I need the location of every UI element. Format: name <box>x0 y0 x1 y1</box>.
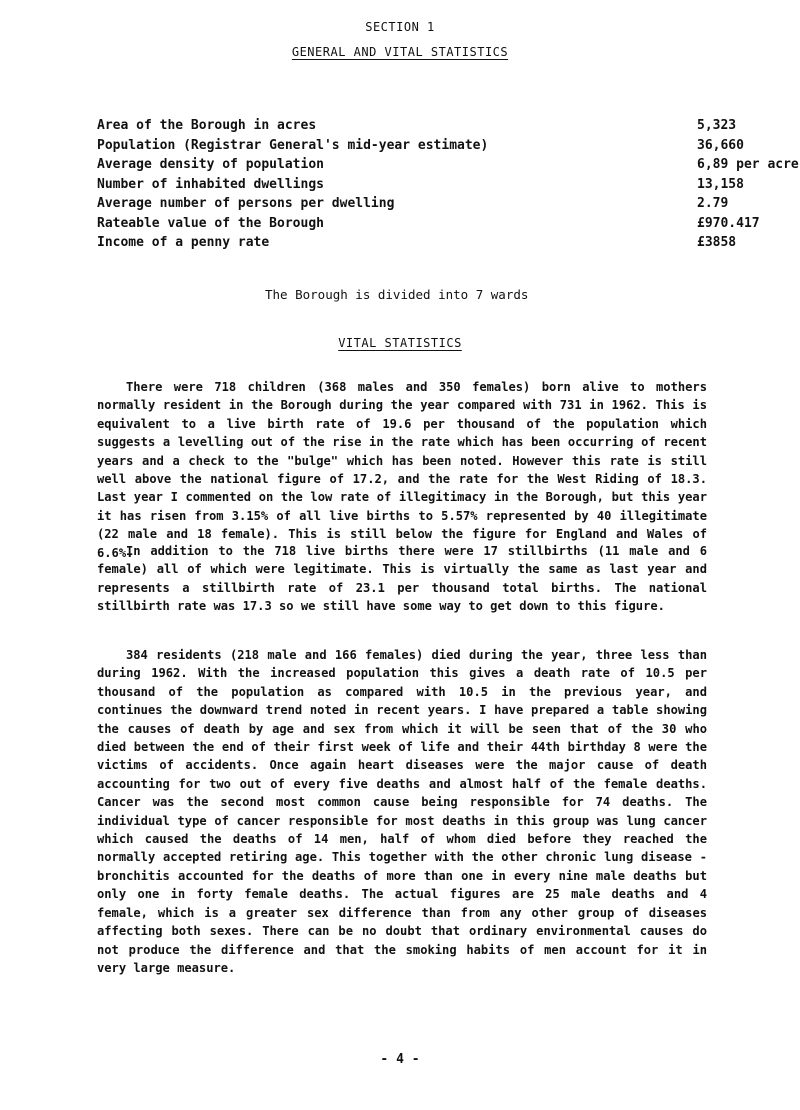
section-heading: SECTION 1 <box>365 20 435 34</box>
page-number: - 4 - <box>380 1052 420 1067</box>
deaths-paragraph: 384 residents (218 male and 166 females) died during the year, three less than during 1962. With the increased population this gives a death rate of 10.5 per thousand of the population as compared with 10.5 in the previous year, and continues the downward trend noted in recent years. I have prepared a table showing the causes of death by age and sex from which it will be seen that of the 30 who died between the end of their first week of life and their 44th birthday 8 were the victims of accidents. Once again heart diseases were the major cause of death accounting for two out of every five deaths and almost half of the female deaths. Cancer was the second most common cause being responsible for 74 deaths. The individual type of cancer responsible for most deaths in this group was lung cancer which caused the deaths of 14 men, half of whom died before they reached the normally accepted retiring age. This together with the other chronic lung disease - bronchitis accounted for the deaths of more than one in every nine male deaths but only one in forty female deaths. The actual figures are 25 male deaths and 4 female, which is a greater sex difference than from any other group of diseases affecting both sexes. There can be no doubt that ordinary environmental causes do not produce the difference and that the smoking habits of men account for it in very large measure. <box>97 648 707 975</box>
general-statistics-table <box>97 118 799 255</box>
births-paragraph: There were 718 children (368 males and 350 females) born alive to mothers normally resident in the Borough during the year compared with 731 in 1962. This is equivalent to a live birth rate of 19.6 per thousand of the population which suggests a levelling out of the rise in the rate which has been occurring of recent years and a check to the "bulge" which has been noted. However this rate is still well above the national figure of 17.2, and the rate for the West Riding of 18.3. Last year I commented on the low rate of illegitimacy in the Borough, but this year it has risen from 3.15% of all live births to 5.57% represented by 40 illegitimate (22 male and 18 female). This is still below the figure for England and Wales of 6.6%. <box>97 380 707 560</box>
stat-value: £970.417 <box>697 215 760 231</box>
stat-row-rateable-value <box>97 215 760 236</box>
stat-label: Area of the Borough in acres <box>97 118 317 133</box>
stat-label: Population (Registrar General's mid-year estimate) <box>97 137 489 153</box>
stat-row-density <box>97 157 799 177</box>
stat-value: 2.79 <box>697 196 729 211</box>
stat-label: Rateable value of the Borough <box>97 215 324 231</box>
stat-row-population <box>97 137 744 158</box>
stat-row-penny-rate <box>97 235 737 255</box>
stat-label: Income of a penny rate <box>97 235 270 250</box>
stat-row-dwellings <box>97 176 744 197</box>
vital-statistics-heading <box>0 336 800 350</box>
stat-row-persons-per-dwelling <box>97 196 729 216</box>
stillbirths-paragraph: In addition to the 718 live births there were 17 stillbirths (11 male and 6 female) all of which were legitimate. This is virtually the same as last year and represents a stillbirth rate of 23.1 per thousand total births. The national stillbirth rate was 17.3 so we still have some way to get down to this figure. <box>97 544 707 614</box>
stat-value: 36,660 <box>697 137 744 153</box>
section-title <box>0 45 800 59</box>
stat-label: Average density of population <box>97 157 324 172</box>
stat-row-area <box>97 118 737 138</box>
section-title-text: GENERAL AND VITAL STATISTICS <box>291 45 509 59</box>
stat-label: Average number of persons per dwelling <box>97 196 395 211</box>
stat-value: £3858 <box>697 235 737 250</box>
stat-value: 5,323 <box>697 118 737 133</box>
stat-label: Number of inhabited dwellings <box>97 176 324 192</box>
vital-statistics-title: VITAL STATISTICS <box>338 336 462 350</box>
stat-value: 6,89 per acre <box>697 157 799 172</box>
stat-value: 13,158 <box>697 176 744 192</box>
wards-note: The Borough is divided into 7 wards <box>265 287 529 302</box>
